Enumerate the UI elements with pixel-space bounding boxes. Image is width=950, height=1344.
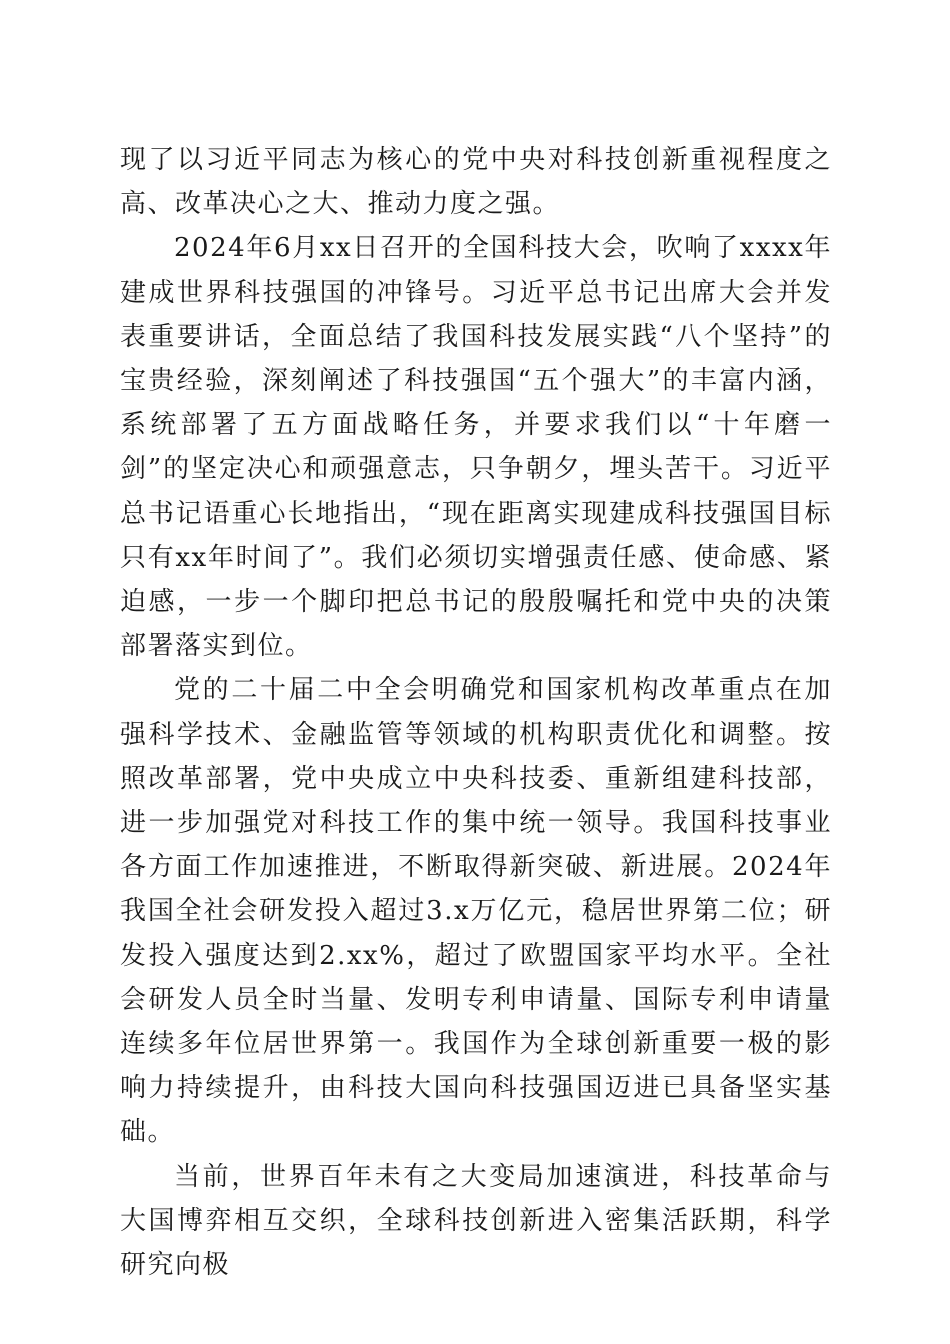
paragraph-2: 2024年6月xx日召开的全国科技大会，吹响了xxxx年建成世界科技强国的冲锋号。习近平总书记出席大会并发表重要讲话，全面总结了我国科技发展实践“八个坚持”的宝贵经验，深刻阐述了科技强国“五个强大”的丰富内涵，系统部署了五方面战略任务，并要求我们以“十年磨一剑”的坚定决心和顽强意志，只争朝夕，埋头苦干。习近平总书记语重心长地指出，“现在距离实现建成科技强国目标只有xx年时间了”。我们必须切实增强责任感、使命感、紧迫感，一步一个脚印把总书记的殷殷嘱托和党中央的决策部署落实到位。: [120, 233, 832, 662]
document-body: [120, 138, 832, 1287]
paragraph-1: 现了以习近平同志为核心的党中央对科技创新重视程度之高、改革决心之大、推动力度之强。: [120, 145, 832, 220]
paragraph-4: 当前，世界百年未有之大变局加速演进，科技革命与大国博弈相互交织，全球科技创新进入密集活跃期，科学研究向极: [120, 1161, 832, 1281]
paragraph-3: 党的二十届二中全会明确党和国家机构改革重点在加强科学技术、金融监管等领域的机构职责优化和调整。按照改革部署，党中央成立中央科技委、重新组建科技部，进一步加强党对科技工作的集中统一领导。我国科技事业各方面工作加速推进，不断取得新突破、新进展。2024年我国全社会研发投入超过3.x万亿元，稳居世界第二位；研发投入强度达到2.xx%，超过了欧盟国家平均水平。全社会研发人员全时当量、发明专利申请量、国际专利申请量连续多年位居世界第一。我国作为全球创新重要一极的影响力持续提升，由科技大国向科技强国迈进已具备坚实基础。: [120, 675, 832, 1148]
